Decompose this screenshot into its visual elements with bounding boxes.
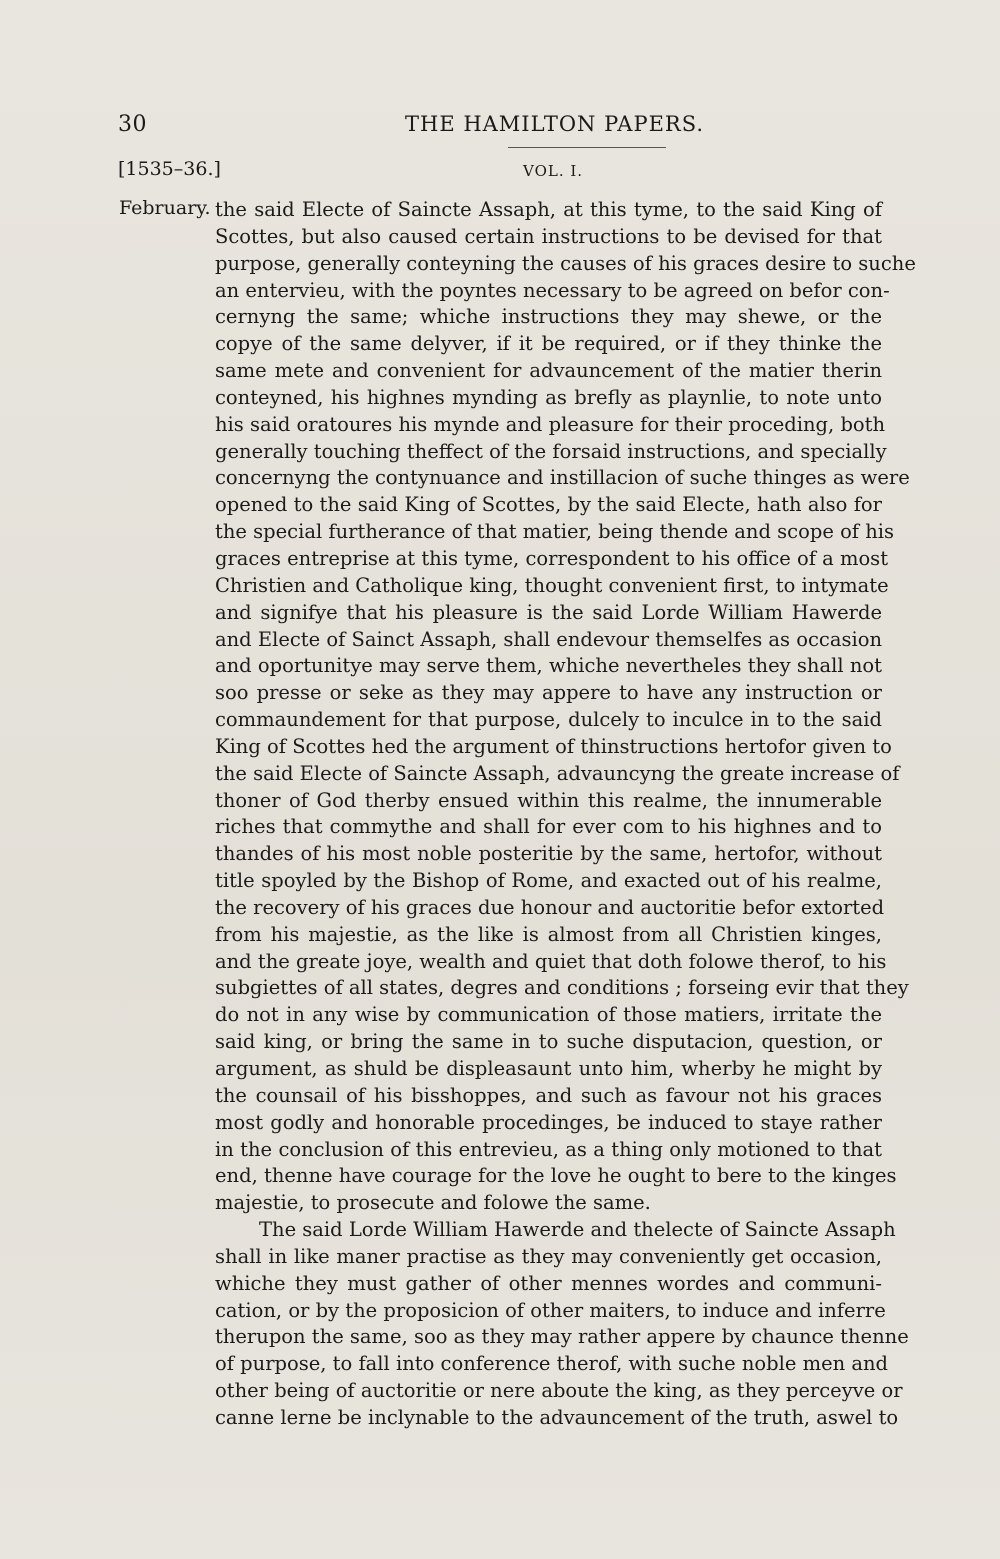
text-line: thandes of his most noble posteritie by the same, hertofor, without [215, 842, 882, 866]
text-line: the counsail of his bisshoppes, and such as favour not his graces [215, 1083, 882, 1107]
text-line: cernyng the same; whiche instructions they may shewe, or the [215, 305, 882, 329]
text-line: whiche they must gather of other mennes wordes and communi- [215, 1271, 882, 1295]
text-line: the special furtherance of that matier, being thende and scope of his [215, 520, 895, 544]
text-line: therupon the same, soo as they may rather appere by chaunce thenne [215, 1325, 909, 1349]
text-line: title spoyled by the Bishop of Rome, and exacted out of his realme, [215, 869, 882, 893]
text-line: and signifye that his pleasure is the said Lorde William Hawerde [215, 600, 882, 624]
text-line: in the conclusion of this entrevieu, as a thing only motioned to that [215, 1137, 882, 1161]
text-line: subgiettes of all states, degres and conditions ; forseing evir that they [215, 976, 909, 1000]
text-line: end, thenne have courage for the love he ought to bere to the kinges [215, 1164, 897, 1188]
text-line: concernyng the contynuance and instillacion of suche thinges as were [215, 466, 910, 490]
header-rule [508, 147, 666, 148]
text-line: and oportunitye may serve them, whiche nevertheles they shall not [215, 654, 882, 678]
text-line: soo presse or seke as they may appere to have any instruction or [215, 681, 882, 705]
text-line: copye of the same delyver, if it be required, or if they thinke the [215, 332, 882, 356]
text-line: generally touching theffect of the forsaid instructions, and specially [215, 439, 887, 463]
body-text [215, 197, 916, 1467]
text-line: an entervieu, with the poyntes necessary to be agreed on befor con- [215, 278, 890, 302]
text-line: canne lerne be inclynable to the advauncement of the truth, aswel to [215, 1405, 899, 1429]
text-line: the recovery of his graces due honour and auctoritie befor extorted [215, 895, 885, 919]
text-line: riches that commythe and shall for ever com to his highnes and to [215, 815, 882, 839]
text-line: thoner of God therby ensued within this realme, the innumerable [215, 788, 882, 812]
text-line: The said Lorde William Hawerde and thelecte of Saincte Assaph [259, 1218, 896, 1242]
margin-note-month: February. [119, 197, 211, 219]
volume-label: VOL. I. [523, 162, 584, 180]
text-line: most godly and honorable procedinges, be induced to staye rather [215, 1110, 882, 1134]
text-line: argument, as shuld be displeasaunt unto him, wherby he might by [215, 1057, 882, 1080]
page-subheader [0, 158, 1000, 188]
text-line: do not in any wise by communication of those matiers, irritate the [215, 1003, 882, 1027]
text-line: shall in like maner practise as they may conveniently get occasion, [215, 1244, 882, 1268]
text-line: and Electe of Sainct Assaph, shall endevour themselfes as occasion [215, 627, 882, 651]
text-line: commaundement for that purpose, dulcely to inculce in to the said [215, 708, 882, 732]
page-number: 30 [118, 112, 147, 137]
running-title: THE HAMILTON PAPERS. [405, 112, 705, 136]
date-bracket: [1535–36.] [118, 158, 221, 180]
text-line: of purpose, to fall into conference therof, with suche noble men and [215, 1352, 889, 1376]
text-line: graces entreprise at this tyme, correspondent to his office of a most [215, 546, 889, 570]
text-line: cation, or by the proposicion of other maiters, to induce and inferre [215, 1298, 886, 1322]
text-line: the said Electe of Saincte Assaph, advauncyng the greate increase of [215, 761, 900, 785]
text-line: Scottes, but also caused certain instructions to be devised for that [215, 224, 882, 248]
text-line: the said Electe of Saincte Assaph, at this tyme, to the said King of [215, 198, 882, 221]
text-line: and the greate joye, wealth and quiet that doth folowe therof, to his [215, 949, 887, 973]
text-line: said king, or bring the same in to suche disputacion, question, or [215, 1030, 882, 1054]
text-line: purpose, generally conteyning the causes of his graces desire to suche [215, 251, 916, 275]
text-line: opened to the said King of Scottes, by the said Electe, hath also for [215, 493, 882, 517]
text-line: majestie, to prosecute and folowe the same. [215, 1191, 651, 1215]
text-line: same mete and convenient for advauncement of the matier therin [215, 359, 882, 383]
text-line: other being of auctoritie or nere aboute the king, as they perceyve or [215, 1379, 903, 1403]
page-header [0, 112, 1000, 144]
text-line: King of Scottes hed the argument of thinstructions hertofor given to [215, 734, 892, 758]
text-line: from his majestie, as the like is almost from all Christien kinges, [215, 922, 882, 946]
text-line: Christien and Catholique king, thought convenient first, to intymate [215, 573, 889, 597]
text-line: his said oratoures his mynde and pleasure for their proceding, both [215, 412, 886, 436]
text-line: conteyned, his highnes mynding as brefly as playnlie, to note unto [215, 385, 882, 409]
